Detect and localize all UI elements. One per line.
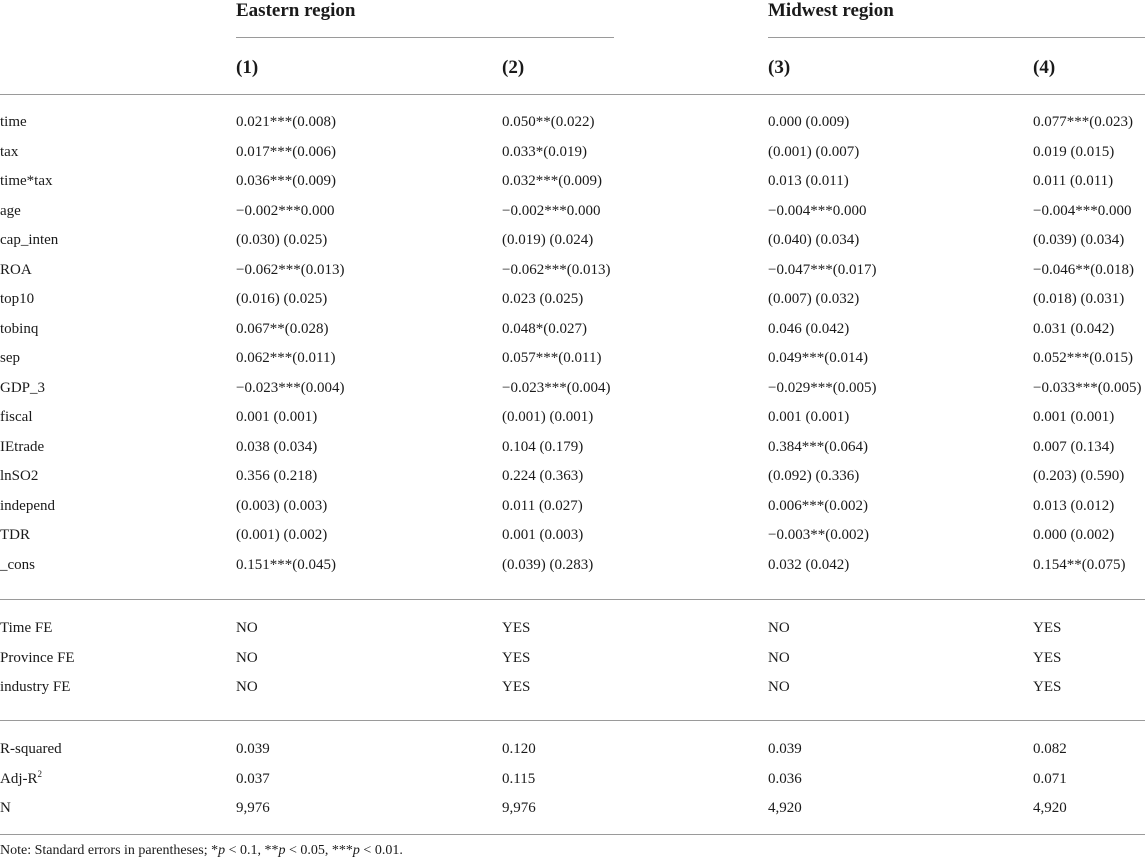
spanner-rule-midwest <box>768 37 1145 38</box>
coef-cell-col3: (0.007) (0.032) <box>768 291 860 307</box>
coef-cell-col1: 0.017***(0.006) <box>236 143 336 160</box>
fe-cell-col4: YES <box>1033 620 1062 636</box>
coef-cell-col3: 0.046 (0.042) <box>768 320 850 337</box>
coef-cell-col4: −0.004***0.000 <box>1033 202 1132 219</box>
spanner-rule-eastern <box>236 37 614 38</box>
coef-row-label: lnSO2 <box>0 468 39 484</box>
fe-cell-col2: YES <box>502 679 531 695</box>
coef-row-label: sep <box>0 350 20 366</box>
fe-cell-col2: YES <box>502 649 531 666</box>
coef-cell-col4: 0.077***(0.023) <box>1033 114 1133 130</box>
stat-cell-col1: 9,976 <box>236 800 270 816</box>
coef-cell-col3: 0.001 (0.001) <box>768 409 850 425</box>
coef-row-label: time*tax <box>0 173 53 189</box>
fe-cell-col3: NO <box>768 649 790 666</box>
coef-cell-col1: 0.062***(0.011) <box>236 350 336 366</box>
fe-cell-col3: NO <box>768 620 790 636</box>
coef-row-label: TDR <box>0 527 30 543</box>
column-header-4: (4) <box>1033 57 1056 78</box>
coef-row-label: tobinq <box>0 320 39 337</box>
stat-row-label: Adj-$R^2$ <box>0 768 42 787</box>
stat-cell-col2: 0.120 <box>502 741 536 757</box>
coef-cell-col1: −0.062***(0.013) <box>236 261 345 278</box>
coef-row-label: _cons <box>0 556 35 573</box>
coef-cell-col1: (0.003) (0.003) <box>236 497 328 514</box>
group-header-midwest: Midwest region <box>768 0 894 21</box>
coef-cell-col4: 0.013 (0.012) <box>1033 497 1115 514</box>
column-header-2: (2) <box>502 57 525 78</box>
note-p-symbol-1: p <box>218 843 226 858</box>
coef-cell-col4: 0.001 (0.001) <box>1033 409 1115 425</box>
coef-cell-col4: −0.046**(0.018) <box>1033 261 1134 278</box>
coef-cell-col1: 0.356 (0.218) <box>236 468 318 484</box>
coef-cell-col1: 0.021***(0.008) <box>236 114 336 130</box>
stat-row-label: N <box>0 800 11 816</box>
stat-cell-col2: 9,976 <box>502 800 536 816</box>
fe-row-label: Province FE <box>0 649 75 666</box>
coef-cell-col2: 0.057***(0.011) <box>502 350 602 366</box>
note-threshold-3: < 0.01. <box>359 843 403 858</box>
coef-row-label: GDP_3 <box>0 379 46 396</box>
coef-cell-col2: −0.002***0.000 <box>502 202 601 219</box>
stat-cell-col2: 0.115 <box>502 770 536 787</box>
coef-cell-col3: 0.049***(0.014) <box>768 350 868 366</box>
coef-cell-col3: 0.000 (0.009) <box>768 114 850 130</box>
coef-cell-col3: 0.384***(0.064) <box>768 438 868 455</box>
coef-cell-col1: 0.067**(0.028) <box>236 320 329 337</box>
stat-cell-col1: 0.039 <box>236 741 270 757</box>
coef-cell-col1: (0.001) (0.002) <box>236 527 328 543</box>
coef-cell-col2: (0.019) (0.024) <box>502 232 594 248</box>
coef-cell-col1: −0.002***0.000 <box>236 202 335 219</box>
coef-cell-col3: −0.003**(0.002) <box>768 527 869 543</box>
coef-cell-col2: 0.104 (0.179) <box>502 438 584 455</box>
fe-cell-col1: NO <box>236 679 258 695</box>
fe-cell-col1: NO <box>236 620 258 636</box>
coef-row-label: top10 <box>0 291 35 307</box>
coef-cell-col2: 0.011 (0.027) <box>502 497 583 514</box>
coef-cell-col3: (0.040) (0.034) <box>768 232 860 248</box>
stat-cell-col3: 4,920 <box>768 800 802 816</box>
coef-cell-col4: 0.154**(0.075) <box>1033 556 1126 573</box>
coef-cell-col1: 0.001 (0.001) <box>236 409 318 425</box>
stats-separator-rule <box>0 720 1145 721</box>
coef-cell-col2: 0.050**(0.022) <box>502 114 595 130</box>
fe-separator-rule <box>0 599 1145 600</box>
coef-cell-col4: 0.019 (0.015) <box>1033 143 1115 160</box>
coef-row-label: tax <box>0 143 19 160</box>
coef-cell-col4: −0.033***(0.005) <box>1033 379 1142 396</box>
fe-row-label: industry FE <box>0 679 71 695</box>
stat-cell-col3: 0.039 <box>768 741 802 757</box>
coef-cell-col3: 0.006***(0.002) <box>768 497 868 514</box>
coef-cell-col1: 0.151***(0.045) <box>236 556 336 573</box>
coef-cell-col3: 0.013 (0.011) <box>768 173 849 189</box>
fe-row-label: Time FE <box>0 620 53 636</box>
column-header-1: (1) <box>236 57 259 78</box>
note-p-symbol-2: p <box>278 843 286 858</box>
stat-cell-col3: 0.036 <box>768 770 802 787</box>
column-header-3: (3) <box>768 57 791 78</box>
coef-cell-col1: 0.038 (0.034) <box>236 438 318 455</box>
coef-cell-col4: 0.031 (0.042) <box>1033 320 1115 337</box>
coef-cell-col3: 0.032 (0.042) <box>768 556 850 573</box>
coef-cell-col3: −0.004***0.000 <box>768 202 867 219</box>
coef-cell-col2: 0.001 (0.003) <box>502 527 584 543</box>
note-p-symbol-3: p <box>352 843 360 858</box>
coef-cell-col1: (0.016) (0.025) <box>236 291 328 307</box>
coef-cell-col4: (0.018) (0.031) <box>1033 291 1125 307</box>
fe-cell-col1: NO <box>236 649 258 666</box>
table-note <box>0 842 403 860</box>
coef-cell-col1: −0.023***(0.004) <box>236 379 345 396</box>
coef-cell-col1: (0.030) (0.025) <box>236 232 328 248</box>
bottom-rule <box>0 834 1145 835</box>
coef-cell-col3: −0.047***(0.017) <box>768 261 877 278</box>
header-rule <box>0 94 1145 95</box>
note-threshold-2: < 0.05, *** <box>285 843 353 858</box>
group-header-eastern: Eastern region <box>236 0 356 21</box>
coef-cell-col2: 0.224 (0.363) <box>502 468 584 484</box>
note-intro: Note: Standard errors in parentheses; * <box>0 843 219 858</box>
coef-cell-col2: 0.032***(0.009) <box>502 173 602 189</box>
coef-cell-col4: 0.000 (0.002) <box>1033 527 1115 543</box>
coef-cell-col4: 0.052***(0.015) <box>1033 350 1133 366</box>
coef-cell-col3: (0.092) (0.336) <box>768 468 860 484</box>
coef-cell-col4: (0.039) (0.034) <box>1033 232 1125 248</box>
coef-row-label: time <box>0 114 27 130</box>
coef-cell-col2: −0.023***(0.004) <box>502 379 611 396</box>
stat-cell-col4: 0.071 <box>1033 770 1067 787</box>
note-threshold-1: < 0.1, ** <box>225 843 279 858</box>
coef-cell-col4: 0.007 (0.134) <box>1033 438 1115 455</box>
stat-cell-col4: 0.082 <box>1033 741 1067 757</box>
coef-cell-col3: −0.029***(0.005) <box>768 379 877 396</box>
coef-cell-col3: (0.001) (0.007) <box>768 143 860 160</box>
fe-cell-col4: YES <box>1033 649 1062 666</box>
fe-cell-col4: YES <box>1033 679 1062 695</box>
coef-cell-col2: 0.048*(0.027) <box>502 320 587 337</box>
coef-row-label: IEtrade <box>0 438 45 455</box>
coef-cell-col4: (0.203) (0.590) <box>1033 468 1125 484</box>
stat-row-label-superscript: 2 <box>37 768 42 779</box>
stat-cell-col1: 0.037 <box>236 770 270 787</box>
stat-row-label: R-squared <box>0 741 62 757</box>
stat-cell-col4: 4,920 <box>1033 800 1067 816</box>
fe-cell-col2: YES <box>502 620 531 636</box>
coef-row-label: cap_inten <box>0 232 59 248</box>
coef-cell-col4: 0.011 (0.011) <box>1033 173 1114 189</box>
coef-row-label: age <box>0 202 21 219</box>
coef-row-label: ROA <box>0 261 32 278</box>
fe-cell-col3: NO <box>768 679 790 695</box>
coef-cell-col1: 0.036***(0.009) <box>236 173 336 189</box>
coef-cell-col2: 0.033*(0.019) <box>502 143 587 160</box>
coef-cell-col2: −0.062***(0.013) <box>502 261 611 278</box>
coef-cell-col2: (0.039) (0.283) <box>502 556 594 573</box>
coef-row-label: fiscal <box>0 409 33 425</box>
coef-cell-col2: 0.023 (0.025) <box>502 291 584 307</box>
coef-cell-col2: (0.001) (0.001) <box>502 409 594 425</box>
coef-row-label: independ <box>0 497 55 514</box>
